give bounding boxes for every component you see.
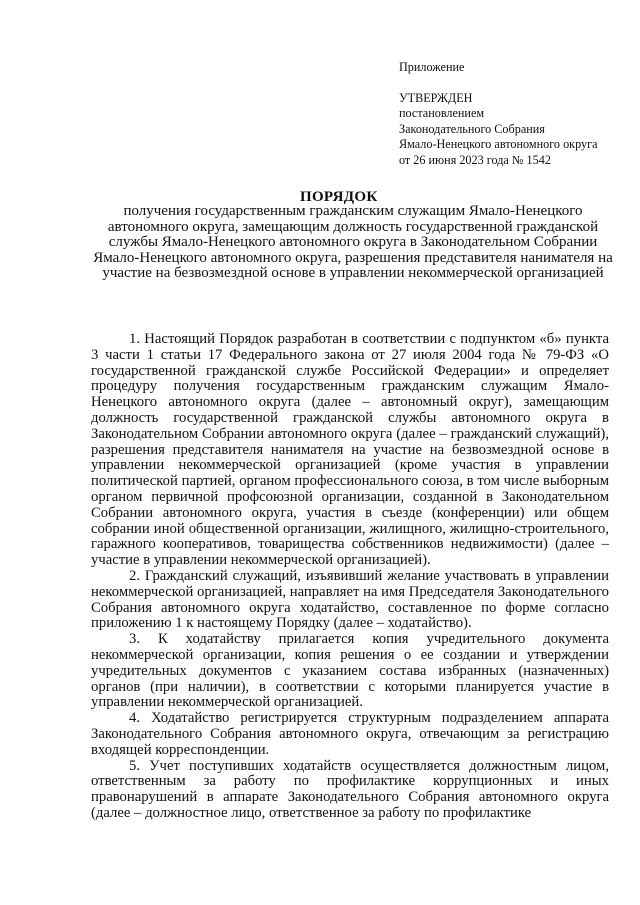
appendix-label: Приложение [399,60,465,74]
approval-date-number: от 26 июня 2023 года № 1542 [399,152,551,167]
paragraph-5: 5. Учет поступивших ходатайств осуществляется должностным лицом, ответственным за работу по профилактике коррупционных и иных правонарушений в аппарате Законодательного Собрания автономного округа (далее – должностное лицо, ответственное за работу по профилактике [91,757,609,821]
approval-line: постановлением [399,106,485,121]
document-title: ПОРЯДОК [300,189,378,205]
paragraph-2: 2. Гражданский служащий, изъявивший желание участвовать в управлении некоммерческой организацией, направляет на имя Председателя Законодательного Собрания автономного округа ходатайство, составленное по форме согласно приложению 1 к настоящему Порядку (далее – ходатайство). [91,567,609,632]
document-subtitle: получения государственным гражданским служащим Ямало-Ненецкого автономного округа, замещающим должность государственной гражданской службы Ямало-Ненецкого автономного округа в Законодательном Собрании Ямало-Ненецкого автономного округа, разрешения представителя нанимателя на участие на безвозмездной основе в управлении некоммерческой организацией [93,203,613,282]
document-body [91,332,609,822]
approval-line: Ямало-Ненецкого автономного округа [399,137,598,152]
paragraph-4: 4. Ходатайство регистрируется структурным подразделением аппарата Законодательного Собрания автономного округа, отвечающим за регистрацию входящей корреспонденции. [91,710,609,758]
approval-block [399,60,629,169]
approval-line: Законодательного Собрания [399,121,545,136]
approved-label: УТВЕРЖДЕН [399,90,473,105]
paragraph-3: 3. К ходатайству прилагается копия учредительного документа некоммерческой организации, копия решения о ее создании и утверждении учредительных документов с указанием состава избранных (назначенных) органов (при наличии), в соответствии с которыми планируется участие в управлении некоммерческой организацией. [91,631,609,711]
paragraph-1: 1. Настоящий Порядок разработан в соответствии с подпунктом «б» пункта 3 части 1 статьи 17 Федерального закона от 27 июля 2004 года № 79-ФЗ «О государственной гражданской службе Российской Федерации» и определяет процедуру получения государственным гражданским служащим Ямало-Ненецкого автономного округа (далее – автономный округ), замещающим должность государственной гражданской службы автономного округа в Законодательном Собрании автономного округа (далее – гражданский служащий), разрешения представителя нанимателя на участие на безвозмездной основе в управлении некоммерческой организацией (кроме участия в управлении политической партией, органом профессионального союза, в том числе выборным органом первичной профсоюзной организации, созданной в Законодательном Собрании автономного округа, участия в съезде (конференции) или общем собрании иной общественной организации, жилищного, жилищно-строительного, гаражного кооперативов, товарищества собственников недвижимости) (далее – участие в управлении некоммерческой организацией). [91,331,609,569]
